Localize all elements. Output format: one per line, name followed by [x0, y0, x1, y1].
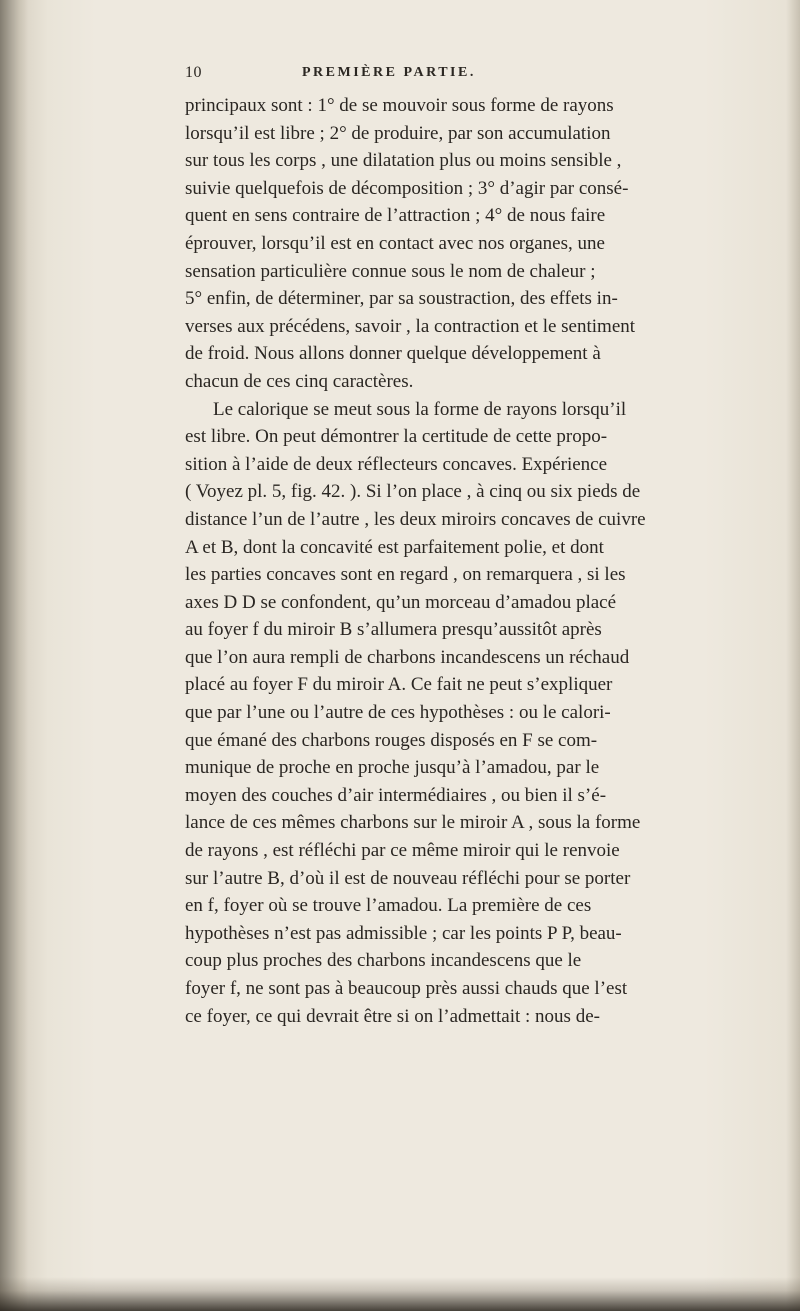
text-line: foyer f, ne sont pas à beaucoup près aussi chauds que l’est [185, 978, 628, 999]
text-line: quent en sens contraire de l’attraction ; 4° de nous faire [185, 205, 606, 227]
body-text [185, 92, 765, 1030]
text-line: est libre. On peut démontrer la certitude de cette propo- [185, 426, 608, 448]
text-line: moyen des couches d’air intermédiaires , ou bien il s’é- [185, 784, 607, 806]
text-line: que l’on aura rempli de charbons incandescens un réchaud [185, 646, 630, 668]
text-line: les parties concaves sont en regard , on remarquera , si les [185, 564, 626, 586]
text-line: 5° enfin, de déterminer, par sa soustraction, des effets in- [185, 288, 618, 310]
text-line: en f, foyer où se trouve l’amadou. La première de ces [185, 895, 592, 917]
page-edge-shadow [786, 0, 800, 1311]
text-line: chacun de ces cinq caractères. [185, 370, 414, 392]
text-line: sition à l’aide de deux réflecteurs concaves. Expérience [185, 453, 608, 475]
text-line: de froid. Nous allons donner quelque développement à [185, 343, 601, 365]
text-line: au foyer f du miroir B s’allumera presqu’aussitôt après [185, 619, 602, 641]
text-line: sur tous les corps , une dilatation plus ou moins sensible , [185, 150, 622, 172]
text-line: sur l’autre B, d’où il est de nouveau réfléchi pour se porter [185, 867, 631, 889]
page-gutter [0, 0, 28, 1311]
text-line: axes D D se confondent, qu’un morceau d’amadou placé [185, 591, 617, 613]
text-line: placé au foyer F du miroir A. Ce fait ne peut s’expliquer [185, 674, 613, 696]
text-line: munique de proche en proche jusqu’à l’amadou, par le [185, 757, 600, 779]
running-head: PREMIÈRE PARTIE. [302, 65, 476, 80]
text-line: Le calorique se meut sous la forme de rayons lorsqu’il [213, 398, 627, 420]
text-line: que par l’une ou l’autre de ces hypothèses : ou le calori- [185, 702, 611, 724]
text-line: A et B, dont la concavité est parfaitement polie, et dont [185, 536, 604, 558]
text-line: verses aux précédens, savoir , la contraction et le sentiment [185, 315, 636, 337]
text-line: coup plus proches des charbons incandescens que le [185, 950, 582, 972]
text-line: sensation particulière connue sous le nom de chaleur ; [185, 260, 596, 282]
page-header [185, 62, 605, 84]
text-line: lorsqu’il est libre ; 2° de produire, par son accumulation [185, 122, 611, 144]
page-number: 10 [185, 64, 202, 81]
text-line: suivie quelquefois de décomposition ; 3° d’agir par consé- [185, 177, 629, 199]
text-line: que émané des charbons rouges disposés en F se com- [185, 729, 598, 751]
page-bottom-edge [0, 1277, 800, 1311]
text-line: distance l’un de l’autre , les deux miroirs concaves de cuivre [185, 508, 646, 530]
text-line: ( Voyez pl. 5, fig. 42. ). Si l’on place , à cinq ou six pieds de [185, 481, 641, 503]
text-line: éprouver, lorsqu’il est en contact avec nos organes, une [185, 232, 605, 254]
text-line: hypothèses n’est pas admissible ; car les points P P, beau- [185, 922, 622, 944]
text-line: lance de ces mêmes charbons sur le miroir A , sous la forme [185, 812, 641, 834]
text-line: principaux sont : 1° de se mouvoir sous forme de rayons [185, 95, 614, 116]
text-line: ce foyer, ce qui devrait être si on l’admettait : nous de- [185, 1005, 600, 1027]
text-line: de rayons , est réfléchi par ce même miroir qui le renvoie [185, 840, 620, 862]
